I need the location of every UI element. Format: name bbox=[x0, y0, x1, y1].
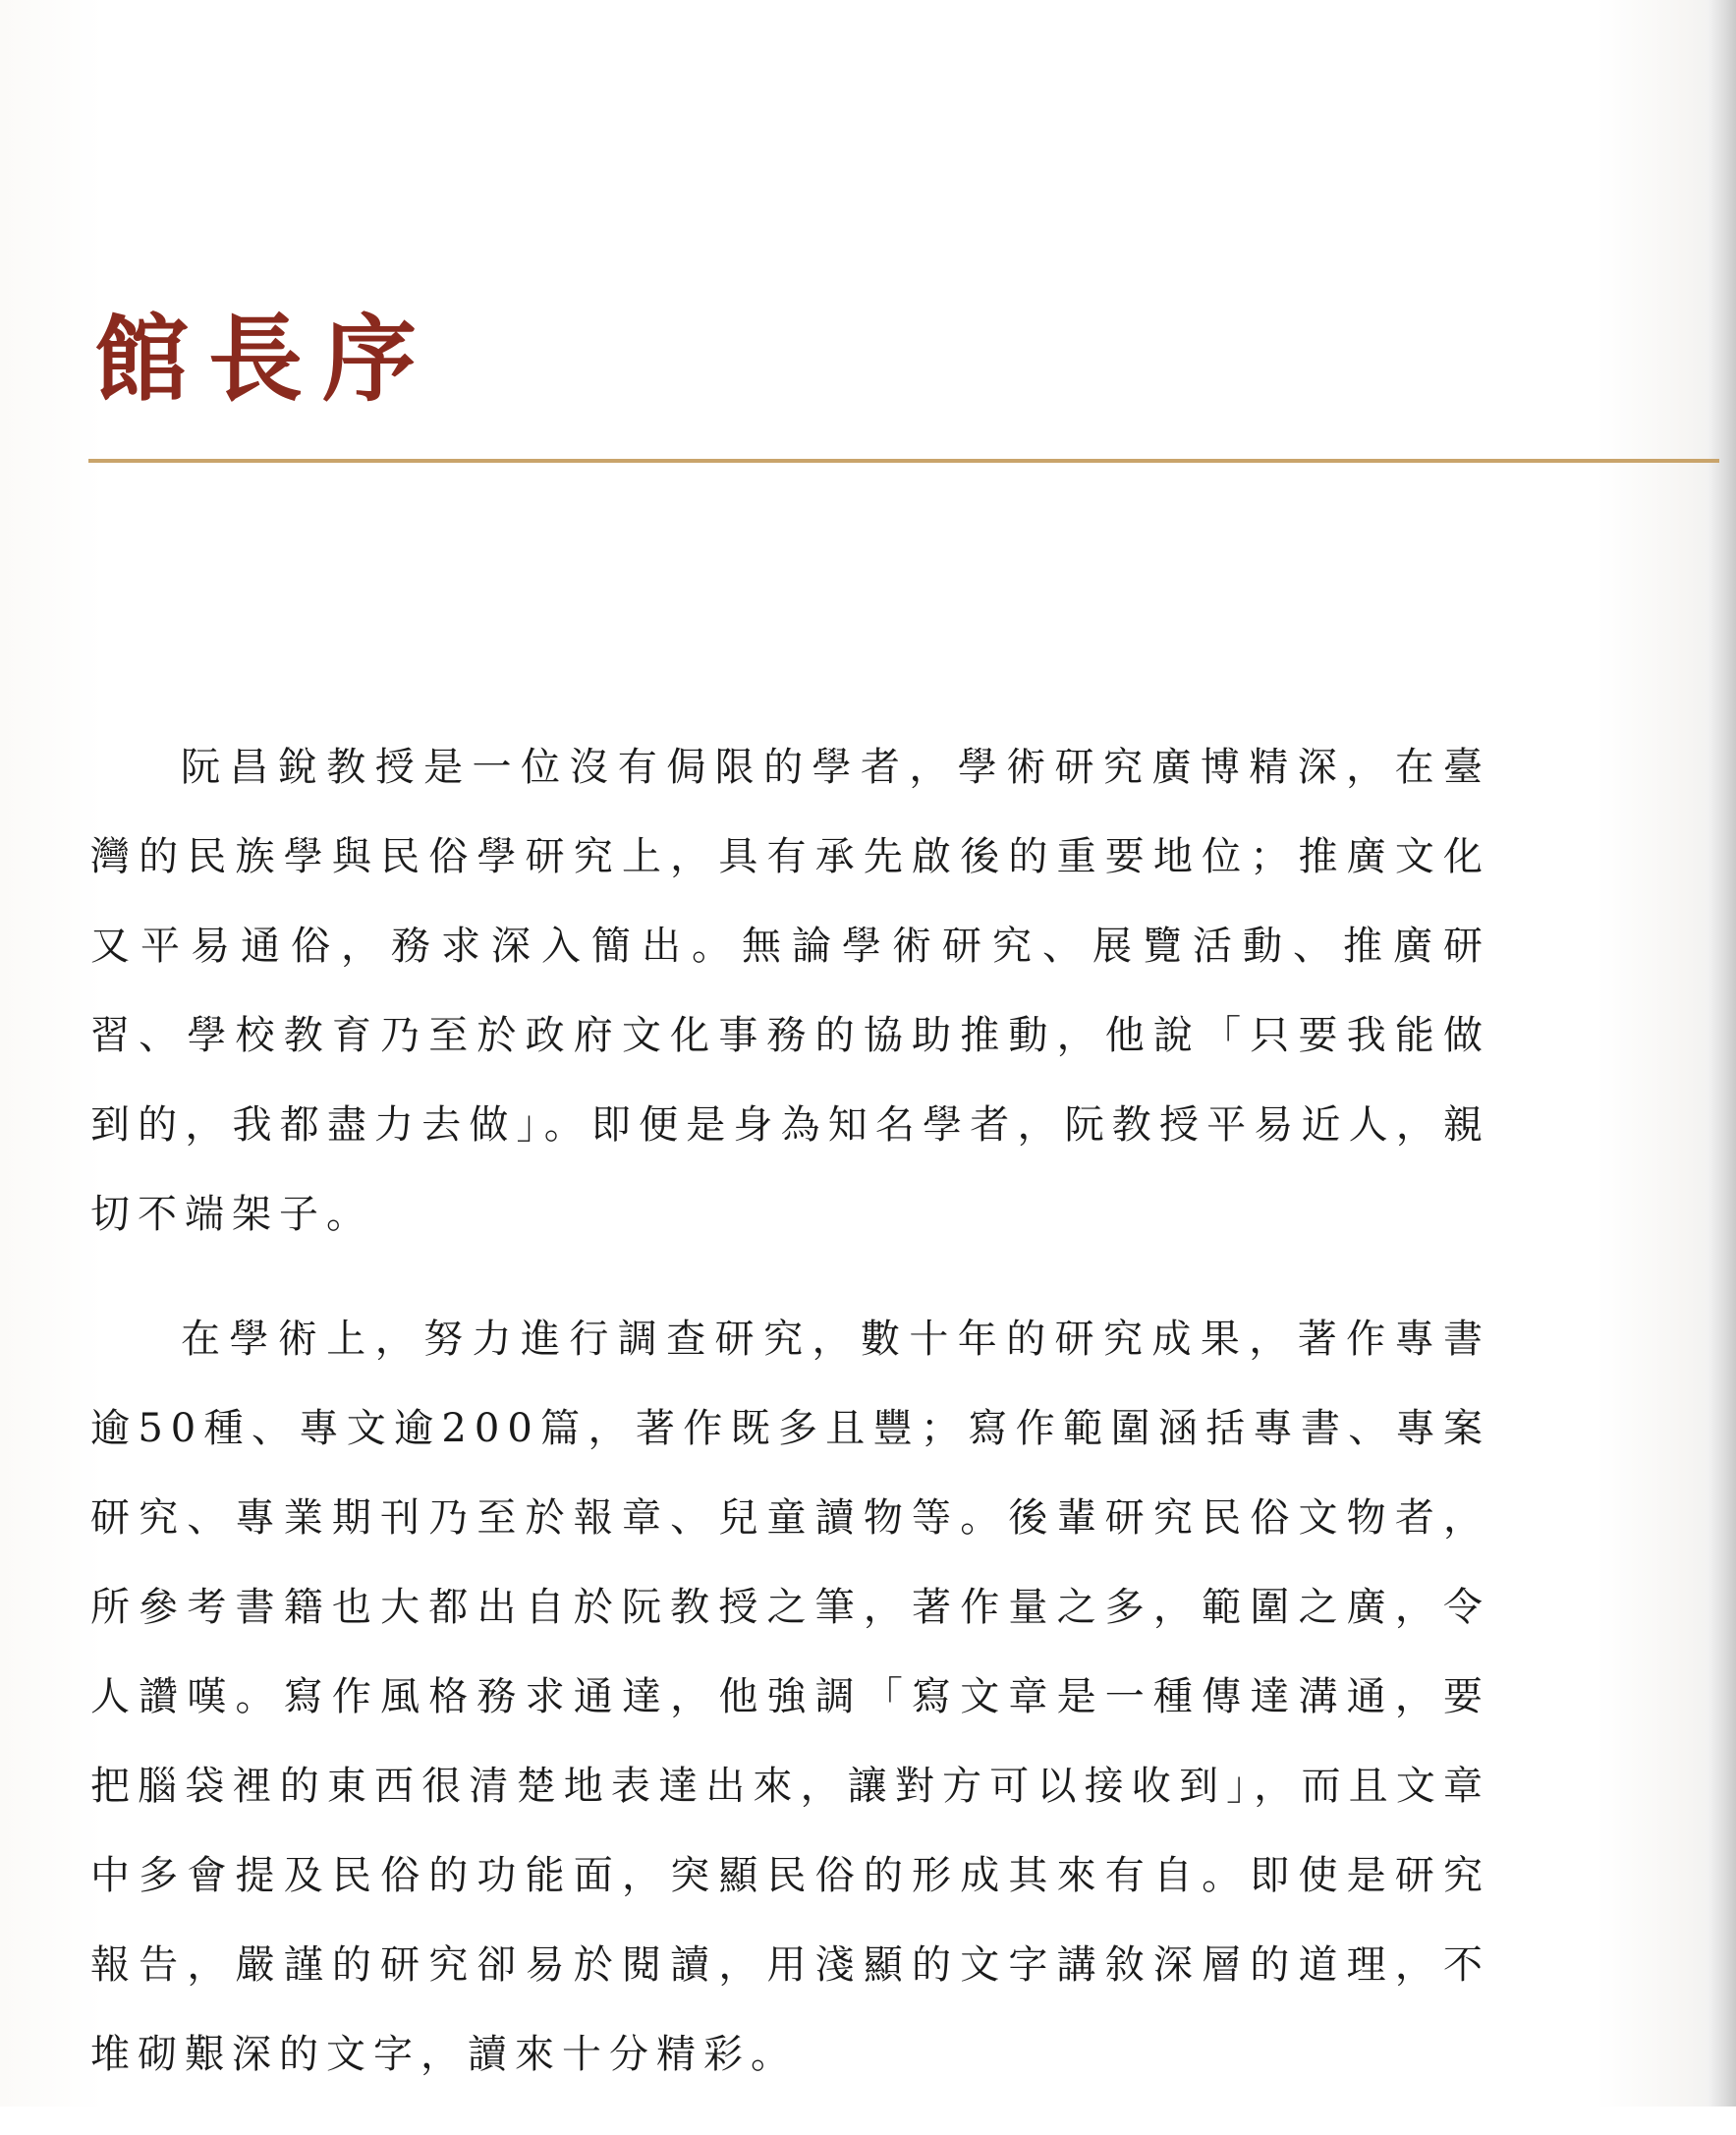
paragraph-2: 在學術上，努力進行調查研究，數十年的研究成果，著作專書逾50種、專文逾200篇，著作既多且豐；寫作範圍涵括專書、專案研究、專業期刊乃至於報章、兒童讀物等。後輩研究民俗文物者，所參考書籍也大都出自於阮教授之筆，著作量之多，範圍之廣，令人讚嘆。寫作風格務求通達，他強調「寫文章是一種傳達溝通，要把腦袋裡的東西很清楚地表達出來，讓對方可以接收到」，而且文章中多會提及民俗的功能面，突顯民俗的形成其來有自。即使是研究報告，嚴謹的研究卻易於閱讀，用淺顯的文字講敘深層的道理，不堆砌艱深的文字，讀來十分精彩。 bbox=[90, 1317, 1490, 2077]
title-divider bbox=[88, 459, 1719, 463]
page-title: 館長序 bbox=[94, 304, 436, 415]
page-edge-shadow bbox=[1708, 0, 1736, 2107]
body-text bbox=[90, 723, 1490, 2135]
paragraph-1: 阮昌銳教授是一位沒有侷限的學者，學術研究廣博精深，在臺灣的民族學與民俗學研究上，具有承先啟後的重要地位；推廣文化又平易通俗，務求深入簡出。無論學術研究、展覽活動、推廣研習、學校教育乃至於政府文化事務的協助推動，他說「只要我能做到的，我都盡力去做」。即便是身為知名學者，阮教授平易近人，親切不端架子。 bbox=[90, 745, 1490, 1237]
